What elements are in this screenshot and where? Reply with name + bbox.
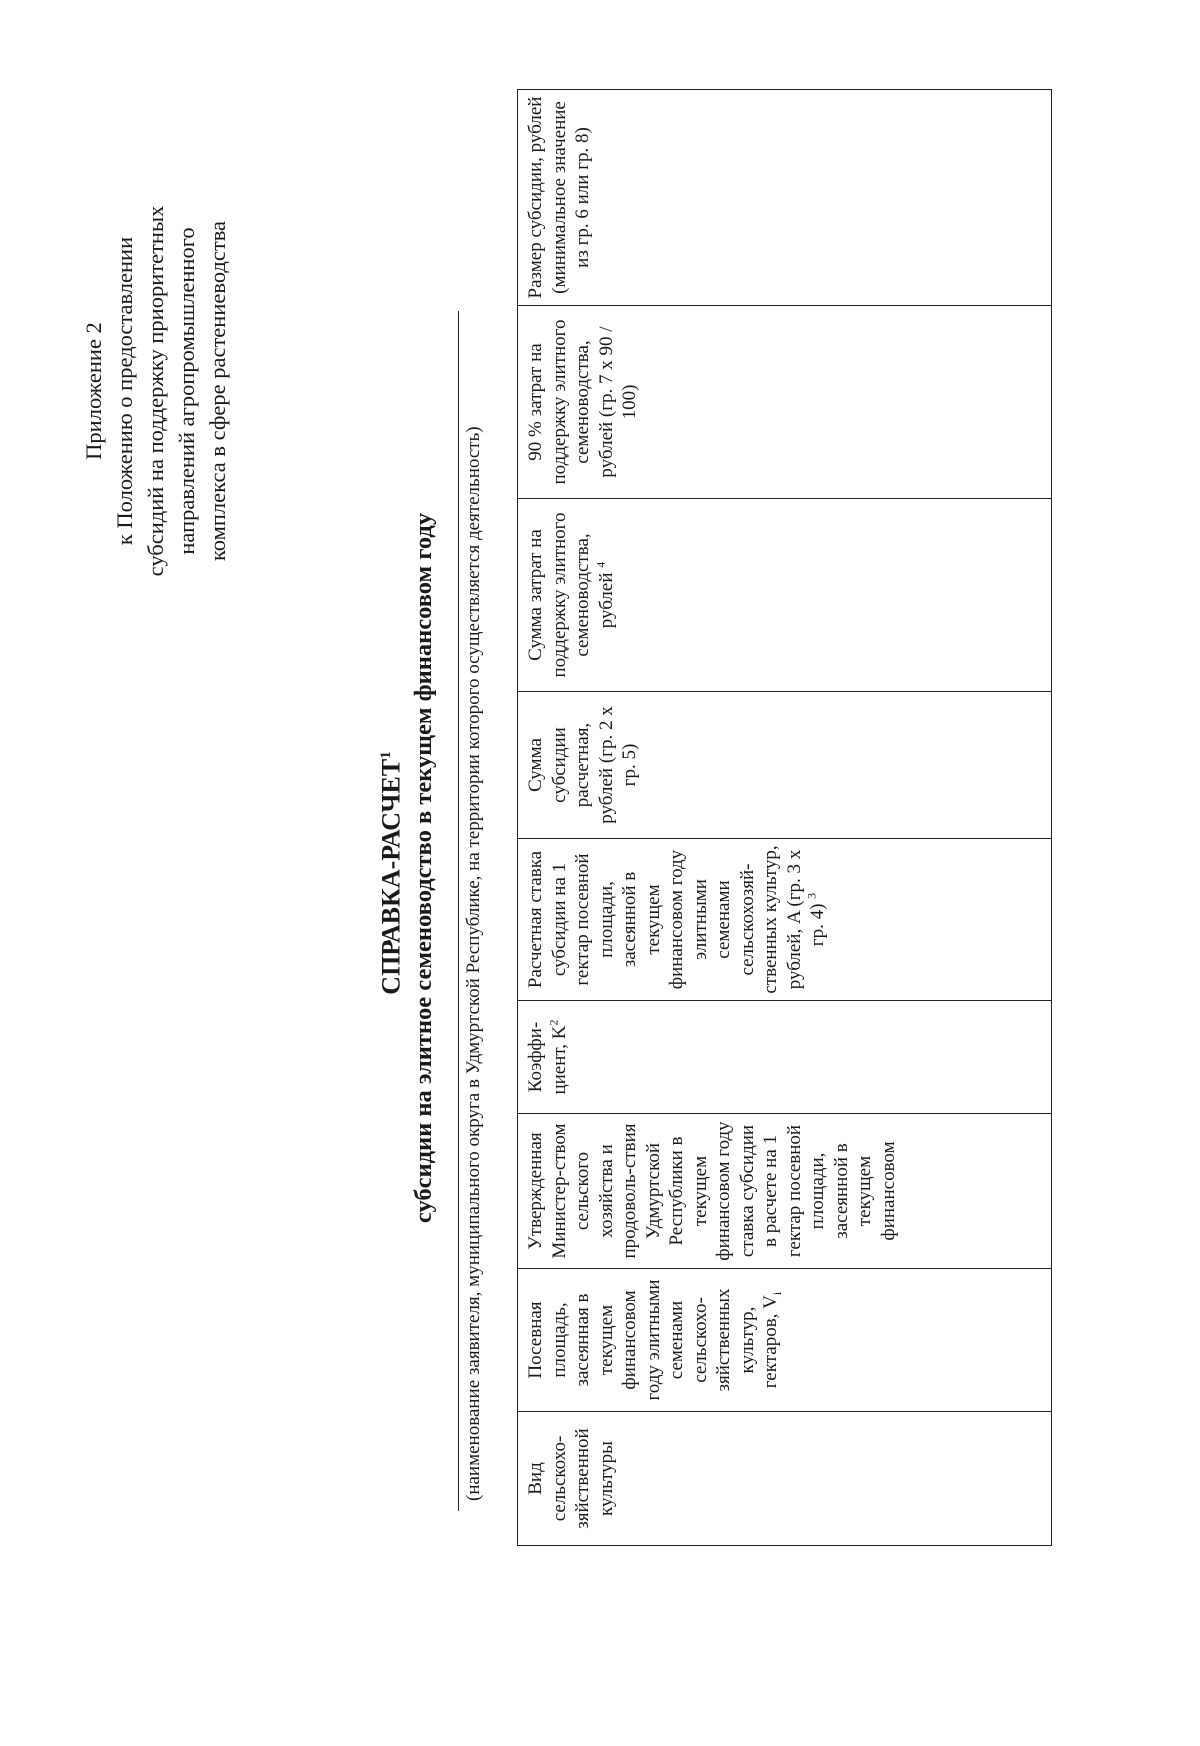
appendix-line: к Положению о предоставлении xyxy=(112,236,137,546)
applicant-name-line xyxy=(458,311,459,1511)
calculation-table xyxy=(517,89,1052,1546)
appendix-line: Приложение 2 xyxy=(81,322,106,460)
document-title xyxy=(370,0,440,1656)
table-header-cell: Размер субсидии, рублей (минимальное значение из гр. 6 или гр. 8) xyxy=(518,90,1052,306)
appendix-line: субсидий на поддержку приоритетных xyxy=(143,205,168,577)
title-footnote-mark: 1 xyxy=(378,751,394,759)
table-header-row xyxy=(518,90,1052,1546)
title-main: СПРАВКА-РАСЧЕТ$^1$ xyxy=(376,751,406,995)
table-header-cell: Сумма затрат на поддержку элитного семеноводства, рублей $^4$ xyxy=(518,499,1052,692)
appendix-header xyxy=(78,176,233,606)
table-header-cell: 90 % затрат на поддержку элитного семеноводства, рублей (гр. 7 x 90 / 100) xyxy=(518,306,1052,499)
title-subtitle: субсидии на элитное семеноводство в текущем финансовом году xyxy=(409,512,437,1224)
table-header-cell: Коэффи-циент, $K^2$ xyxy=(518,1001,1052,1114)
applicant-caption: (наименование заявителя, муниципального округа в Удмуртской Республике, на территории которого осуществляется деятельность) xyxy=(463,426,484,1501)
table-header-cell: Расчетная ставка субсидии на 1 гектар посевной площади, засеянной в текущем финансовом году элитными семенами сельскохозяй-ственных культур, рублей, A (гр. 3 x гр. 4) $^3$ xyxy=(518,839,1052,1001)
appendix-line: направлений агропромышленного xyxy=(174,227,199,555)
table-header-cell: Посевная площадь, засеянная в текущем финансовом году элитными семенами сельскохо-зяйственных культур, гектаров, $V_i$ xyxy=(518,1269,1052,1412)
table-header-cell: Утвержденная Министер-ством сельского хозяйства и продоволь-ствия Удмуртской Республики в текущем финансовом году ставка субсидии в расчете на 1 гектар посевной площади, засеянной в текущем финансовом xyxy=(518,1114,1052,1269)
appendix-line: комплекса в сфере растениеводства xyxy=(205,220,230,562)
table-header-cell: Сумма субсидии расчетная, рублей (гр. 2 x гр. 5) xyxy=(518,692,1052,839)
table-header-cell: Вид сельскохо-зяйственной культуры xyxy=(518,1412,1052,1546)
